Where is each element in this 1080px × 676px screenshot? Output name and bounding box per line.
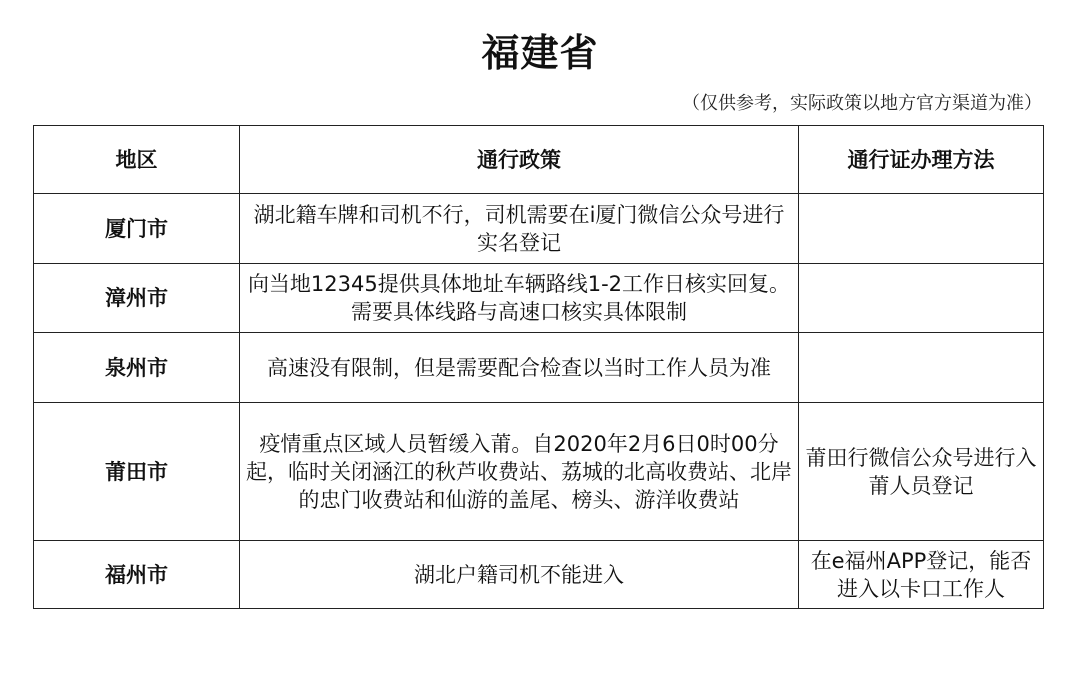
region-cell: 厦门市 xyxy=(34,194,240,264)
region-cell: 漳州市 xyxy=(34,264,240,333)
method-cell xyxy=(799,194,1044,264)
method-cell: 在e福州APP登记，能否进入以卡口工作人 xyxy=(799,541,1044,609)
disclaimer-note: （仅供参考，实际政策以地方官方渠道为准） xyxy=(682,93,1042,114)
header-policy: 通行政策 xyxy=(240,126,799,194)
region-cell: 莆田市 xyxy=(34,403,240,541)
table-row xyxy=(34,403,1044,541)
policy-table xyxy=(33,125,1044,609)
policy-cell: 向当地12345提供具体地址车辆路线1-2工作日核实回复。需要具体线路与高速口核实具体限制 xyxy=(240,264,799,333)
table-row xyxy=(34,194,1044,264)
table-row xyxy=(34,541,1044,609)
policy-cell: 湖北籍车牌和司机不行，司机需要在i厦门微信公众号进行实名登记 xyxy=(240,194,799,264)
policy-cell: 疫情重点区域人员暂缓入莆。自2020年2月6日0时00分起，临时关闭涵江的秋芦收费站、荔城的北高收费站、北岸的忠门收费站和仙游的盖尾、榜头、游洋收费站 xyxy=(240,403,799,541)
table-row xyxy=(34,264,1044,333)
table-header-row xyxy=(34,126,1044,194)
method-cell xyxy=(799,264,1044,333)
page-title: 福建省 xyxy=(481,31,599,75)
method-cell: 莆田行微信公众号进行入莆人员登记 xyxy=(799,403,1044,541)
method-cell xyxy=(799,333,1044,403)
policy-cell: 湖北户籍司机不能进入 xyxy=(240,541,799,609)
header-method: 通行证办理方法 xyxy=(799,126,1044,194)
policy-cell: 高速没有限制，但是需要配合检查以当时工作人员为准 xyxy=(240,333,799,403)
table-row xyxy=(34,333,1044,403)
region-cell: 福州市 xyxy=(34,541,240,609)
region-cell: 泉州市 xyxy=(34,333,240,403)
header-region: 地区 xyxy=(34,126,240,194)
